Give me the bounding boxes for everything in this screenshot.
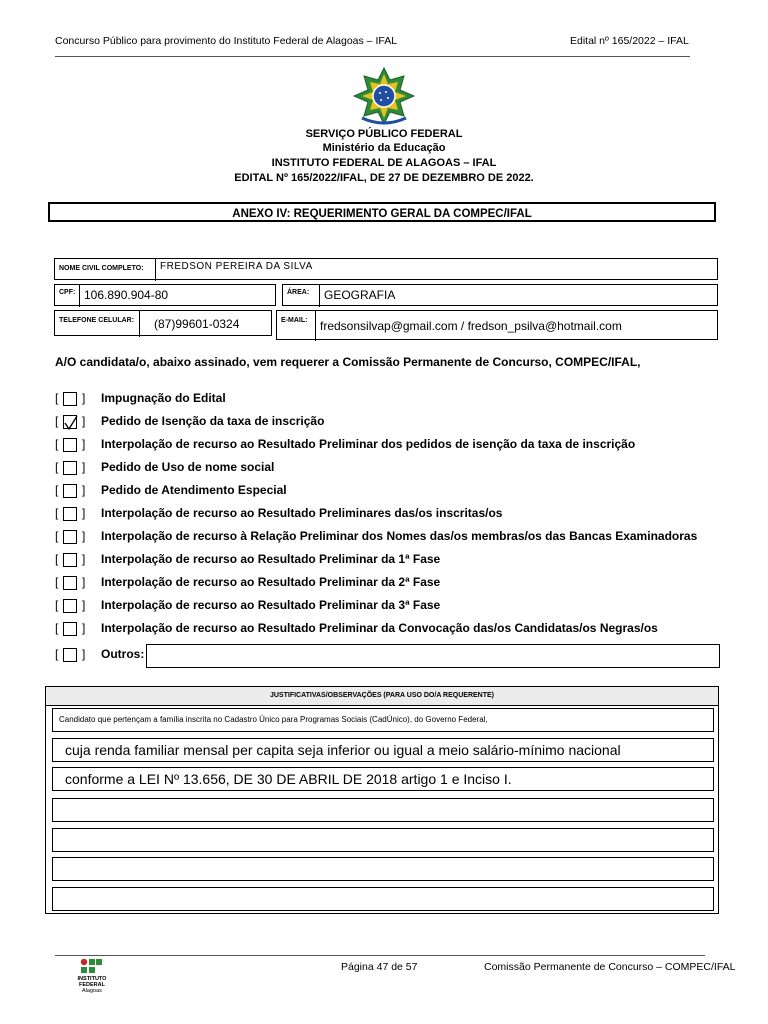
option-row: [ ] Interpolação de recurso ao Resultado Preliminar da 3ª Fase [55,598,441,612]
option-checkbox[interactable] [63,415,77,429]
option-row: [ ] Interpolação de recurso ao Resultado Preliminar da 1ª Fase [55,552,441,566]
area-row [282,284,718,306]
area-label: ÁREA: [287,289,310,296]
option-label: Interpolação de recurso ao Resultado Preliminar da 1ª Fase [101,552,441,566]
header-left: Concurso Público para provimento do Instituto Federal de Alagoas – IFAL [55,35,398,47]
option-label: Interpolação de recurso ao Resultado Preliminar da 2ª Fase [101,575,441,589]
others-label: Outros: [101,647,145,661]
option-label: Pedido de Isenção da taxa de inscrição [101,414,325,428]
title-line-4: EDITAL Nº 165/2022/IFAL, DE 27 DE DEZEMBRO DE 2022. [234,172,534,184]
cpf-value: 106.890.904-80 [84,288,169,302]
phone-input[interactable] [139,311,273,337]
justification-line[interactable] [52,828,714,852]
justification-line[interactable] [52,767,714,791]
header-rule [55,56,690,57]
area-input[interactable] [319,285,719,307]
option-checkbox[interactable] [63,622,77,636]
justification-line[interactable] [52,738,714,762]
option-row: [ ] Interpolação de recurso ao Resultado Preliminar da Convocação das/os Candidatas/os Negras/os [55,621,658,635]
cpf-label: CPF: [59,289,76,296]
logo-text-2: FEDERAL [79,982,105,988]
option-row: [ ] Interpolação de recurso ao Resultado Preliminares das/os inscritas/os [55,506,503,520]
name-input[interactable] [155,259,719,281]
ifal-logo-icon [80,958,102,976]
option-checkbox[interactable] [63,599,77,613]
option-others: [ ] Outros: [55,647,145,661]
option-checkbox[interactable] [63,392,77,406]
request-intro: A/O candidata/o, abaixo assinado, vem requerer a Comissão Permanente de Concurso, COMPEC/IFAL, [55,355,641,369]
option-label: Impugnação do Edital [101,391,226,405]
justification-line[interactable] [52,708,714,732]
option-checkbox[interactable] [63,507,77,521]
header-right: Edital nº 165/2022 – IFAL [570,35,689,47]
annex-title: ANEXO IV: REQUERIMENTO GERAL DA COMPEC/IFAL [48,202,716,222]
title-line-1: SERVIÇO PÚBLICO FEDERAL [305,128,463,140]
option-checkbox[interactable] [63,461,77,475]
option-label: Interpolação de recurso ao Resultado Preliminares das/os inscritas/os [101,506,503,520]
option-checkbox[interactable] [63,576,77,590]
email-label: E-MAIL: [281,317,308,324]
option-row: [ ] Interpolação de recurso ao Resultado Preliminar da 2ª Fase [55,575,441,589]
phone-value: (87)99601-0324 [154,317,240,331]
others-checkbox[interactable] [63,648,77,662]
footer-rule [55,955,705,956]
brazil-coat-of-arms-icon [350,66,418,128]
option-row: [ ] Interpolação de recurso ao Resultado Preliminar dos pedidos de isenção da taxa de inscrição [55,437,636,451]
option-label: Interpolação de recurso à Relação Preliminar dos Nomes das/os membras/os das Bancas Examinadoras [101,529,698,543]
title-line-3: INSTITUTO FEDERAL DE ALAGOAS – IFAL [271,157,497,169]
others-input[interactable] [146,644,720,668]
option-label: Pedido de Uso de nome social [101,460,275,474]
email-row [276,310,718,340]
email-input[interactable] [315,311,719,341]
area-value: GEOGRAFIA [324,288,396,302]
option-checkbox[interactable] [63,553,77,567]
footer-commission: Comissão Permanente de Concurso – COMPEC/IFAL [484,961,736,973]
page-number: Página 47 de 57 [341,961,418,973]
justification-header: JUSTIFICATIVAS/OBSERVAÇÕES (PARA USO DO/A REQUERENTE) [46,687,718,706]
justification-line[interactable] [52,857,714,881]
name-value: FREDSON PEREIRA DA SILVA [160,261,313,272]
option-checkbox[interactable] [63,530,77,544]
email-value: fredsonsilvap@gmail.com / fredson_psilva@hotmail.com [320,319,622,333]
option-checkbox[interactable] [63,438,77,452]
cpf-input[interactable] [79,285,277,307]
logo-text-3: Alagoas [82,988,102,994]
phone-label: TELEFONE CELULAR: [59,317,135,324]
option-row: [ ] Impugnação do Edital [55,391,226,405]
checkmark-icon [64,416,78,430]
cpf-row [54,284,276,306]
option-row: [ ] Pedido de Uso de nome social [55,460,275,474]
justification-text: Candidato que pertençam a família inscrita no Cadastro Único para Programas Sociais (CadÚnico), do Governo Federal, [59,715,488,724]
option-row: [ ] Pedido de Atendimento Especial [55,483,287,497]
justification-text: cuja renda familiar mensal per capita seja inferior ou igual a meio salário-mínimo nacional [65,742,621,758]
justification-text: conforme a LEI Nº 13.656, DE 30 DE ABRIL DE 2018 artigo 1 e Inciso I. [65,771,512,787]
option-row: [ ] Pedido de Isenção da taxa de inscrição [55,414,325,428]
title-line-2: Ministério da Educação [322,142,446,154]
option-label: Interpolação de recurso ao Resultado Preliminar da 3ª Fase [101,598,441,612]
justification-line[interactable] [52,887,714,911]
logo-text-1: INSTITUTO [77,976,107,982]
name-label: NOME CIVIL COMPLETO: [59,265,144,272]
option-label: Interpolação de recurso ao Resultado Preliminar dos pedidos de isenção da taxa de inscrição [101,437,636,451]
option-label: Pedido de Atendimento Especial [101,483,287,497]
option-checkbox[interactable] [63,484,77,498]
justification-line[interactable] [52,798,714,822]
option-row: [ ] Interpolação de recurso à Relação Preliminar dos Nomes das/os membras/os das Bancas Examinadoras [55,529,698,543]
option-label: Interpolação de recurso ao Resultado Preliminar da Convocação das/os Candidatas/os Negras/os [101,621,658,635]
name-row [54,258,718,280]
ifal-logo-text [76,976,108,994]
phone-row [54,310,272,336]
